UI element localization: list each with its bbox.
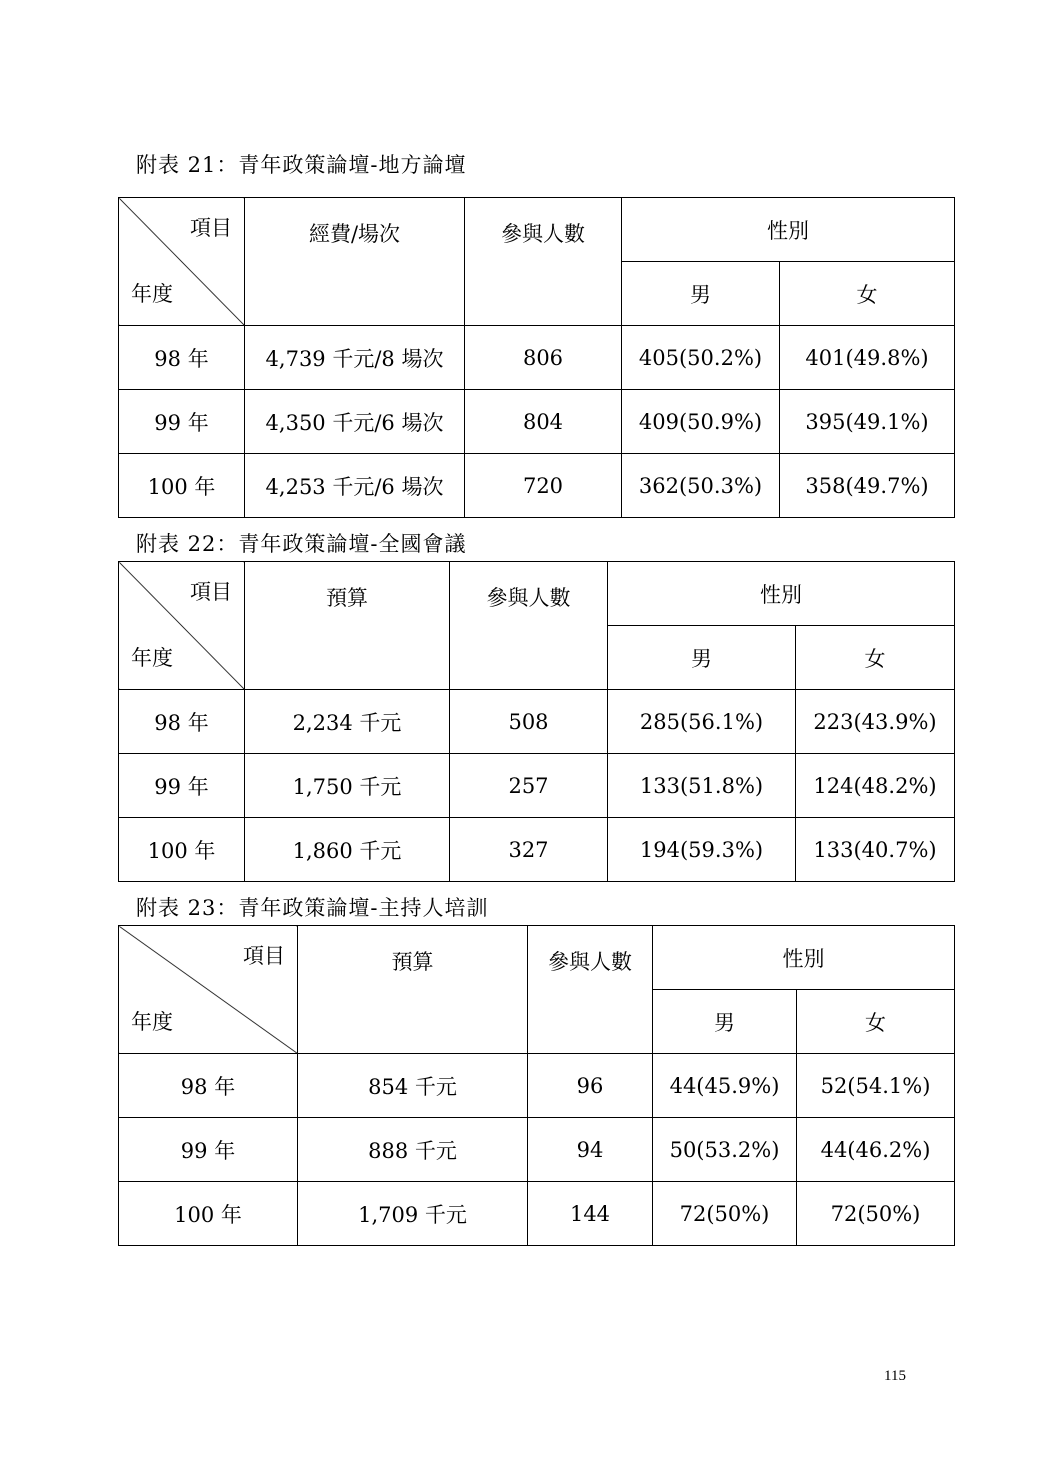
table-header-row (119, 198, 955, 262)
header-year-label: 年度 (131, 646, 173, 670)
cell-budget: 4,350 千元/6 場次 (245, 390, 465, 454)
table-row (119, 1182, 955, 1246)
diagonal-header-cell (119, 198, 245, 326)
table-row (119, 754, 955, 818)
table-row (119, 1118, 955, 1182)
cell-female: 358(49.7%) (780, 454, 955, 518)
header-participants: 參與人數 (528, 926, 653, 1054)
cell-budget: 854 千元 (298, 1054, 528, 1118)
cell-participants: 720 (465, 454, 622, 518)
header-item-label: 項目 (243, 944, 285, 968)
diagonal-header-cell (119, 926, 298, 1054)
table-row (119, 690, 955, 754)
cell-year: 99 年 (119, 754, 245, 818)
header-gender: 性別 (622, 198, 955, 262)
cell-female: 133(40.7%) (796, 818, 955, 882)
cell-female: 72(50%) (797, 1182, 955, 1246)
header-male: 男 (608, 626, 796, 690)
header-year-label: 年度 (131, 1010, 173, 1034)
cell-year: 100 年 (119, 454, 245, 518)
cell-female: 124(48.2%) (796, 754, 955, 818)
cell-budget: 1,709 千元 (298, 1182, 528, 1246)
header-female: 女 (780, 262, 955, 326)
header-female: 女 (797, 990, 955, 1054)
table-row (119, 1054, 955, 1118)
cell-participants: 327 (450, 818, 608, 882)
table-22-caption: 附表 22：青年政策論壇-全國會議 (136, 532, 467, 556)
cell-budget: 2,234 千元 (245, 690, 450, 754)
header-gender: 性別 (653, 926, 955, 990)
table-header-row (119, 926, 955, 990)
table-row (119, 390, 955, 454)
cell-participants: 144 (528, 1182, 653, 1246)
cell-male: 50(53.2%) (653, 1118, 797, 1182)
cell-female: 223(43.9%) (796, 690, 955, 754)
cell-male: 72(50%) (653, 1182, 797, 1246)
cell-female: 52(54.1%) (797, 1054, 955, 1118)
cell-year: 99 年 (119, 1118, 298, 1182)
table-21 (118, 197, 955, 518)
cell-budget: 1,860 千元 (245, 818, 450, 882)
cell-budget: 888 千元 (298, 1118, 528, 1182)
header-gender: 性別 (608, 562, 955, 626)
table-header-row (119, 562, 955, 626)
cell-budget: 4,253 千元/6 場次 (245, 454, 465, 518)
table-23-caption: 附表 23：青年政策論壇-主持人培訓 (136, 896, 489, 920)
cell-male: 285(56.1%) (608, 690, 796, 754)
table-row (119, 454, 955, 518)
table-row (119, 818, 955, 882)
table-row (119, 326, 955, 390)
cell-year: 98 年 (119, 1054, 298, 1118)
cell-female: 395(49.1%) (780, 390, 955, 454)
header-female: 女 (796, 626, 955, 690)
header-item-label: 項目 (190, 580, 232, 604)
header-male: 男 (622, 262, 780, 326)
cell-year: 98 年 (119, 690, 245, 754)
cell-year: 98 年 (119, 326, 245, 390)
header-budget: 經費/場次 (245, 198, 465, 326)
header-budget: 預算 (245, 562, 450, 690)
header-male: 男 (653, 990, 797, 1054)
cell-year: 99 年 (119, 390, 245, 454)
header-year-label: 年度 (131, 282, 173, 306)
table-21-caption: 附表 21：青年政策論壇-地方論壇 (136, 153, 467, 177)
cell-participants: 806 (465, 326, 622, 390)
cell-female: 401(49.8%) (780, 326, 955, 390)
cell-participants: 508 (450, 690, 608, 754)
diagonal-header-cell (119, 562, 245, 690)
header-participants: 參與人數 (465, 198, 622, 326)
header-participants: 參與人數 (450, 562, 608, 690)
header-item-label: 項目 (190, 216, 232, 240)
table-22 (118, 561, 955, 882)
cell-male: 362(50.3%) (622, 454, 780, 518)
cell-participants: 96 (528, 1054, 653, 1118)
cell-budget: 1,750 千元 (245, 754, 450, 818)
cell-male: 44(45.9%) (653, 1054, 797, 1118)
cell-participants: 257 (450, 754, 608, 818)
cell-participants: 804 (465, 390, 622, 454)
cell-budget: 4,739 千元/8 場次 (245, 326, 465, 390)
header-budget: 預算 (298, 926, 528, 1054)
cell-male: 194(59.3%) (608, 818, 796, 882)
cell-male: 409(50.9%) (622, 390, 780, 454)
cell-female: 44(46.2%) (797, 1118, 955, 1182)
cell-year: 100 年 (119, 1182, 298, 1246)
cell-year: 100 年 (119, 818, 245, 882)
table-23 (118, 925, 955, 1246)
cell-male: 133(51.8%) (608, 754, 796, 818)
cell-male: 405(50.2%) (622, 326, 780, 390)
cell-participants: 94 (528, 1118, 653, 1182)
page-number: 115 (884, 1368, 906, 1384)
